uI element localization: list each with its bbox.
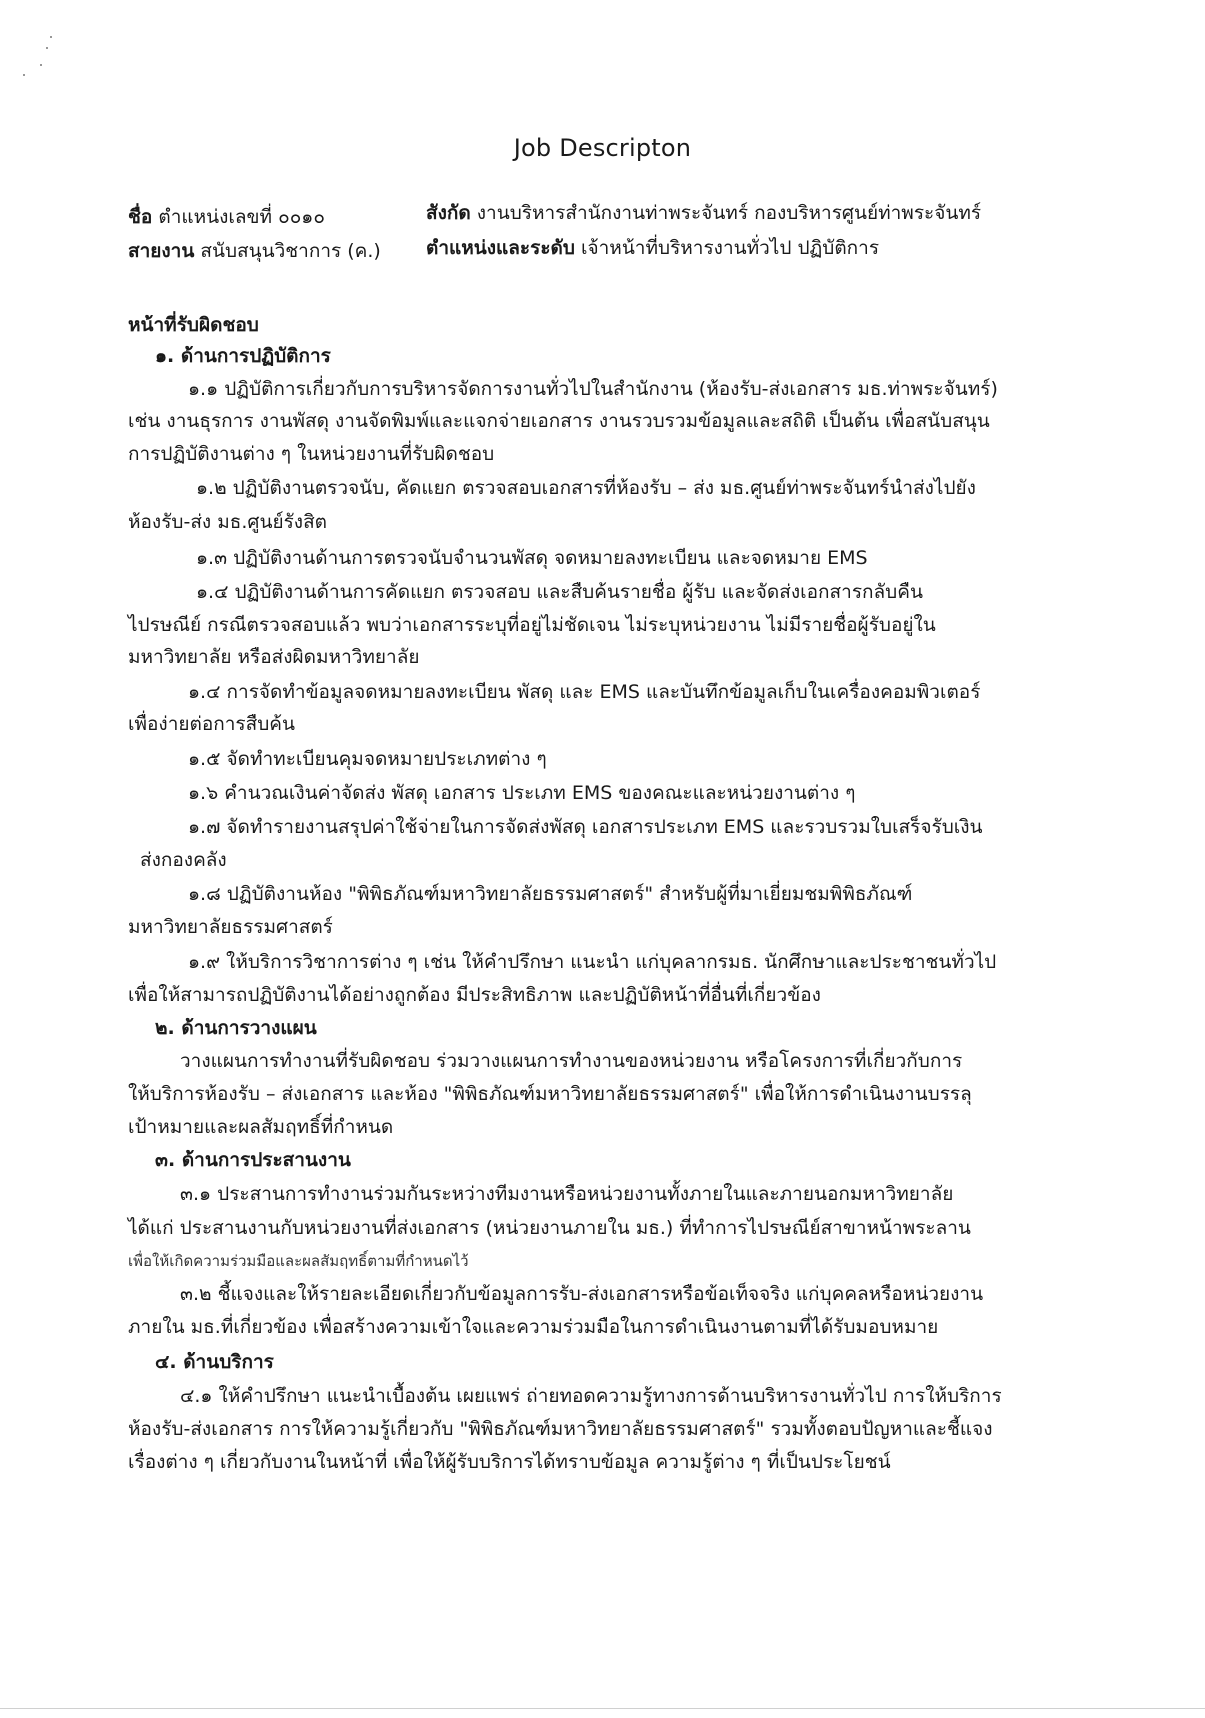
item-1-4b-line-2: เพื่อง่ายต่อการสืบค้น bbox=[128, 713, 295, 735]
name-value: ตำแหน่งเลขที่ ๐๐๑๐ bbox=[158, 206, 325, 228]
page-bottom-edge bbox=[0, 1708, 1205, 1709]
section-2-line-2: ให้บริการห้องรับ – ส่งเอกสาร และห้อง "พิพิธภัณฑ์มหาวิทยาลัยธรรมศาสตร์" เพื่อให้การดำเนินงานบรรลุ bbox=[128, 1083, 972, 1105]
header-position-row bbox=[426, 236, 879, 260]
item-4-1-line-1: ๔.๑ ให้คำปรึกษา แนะนำเบื้องต้น เผยแพร่ ถ่ายทอดความรู้ทางการด้านบริหารงานทั่วไป การให้บริการ bbox=[180, 1385, 1002, 1407]
position-value: เจ้าหน้าที่บริหารงานทั่วไป ปฏิบัติการ bbox=[581, 237, 880, 259]
item-3-1-line-2: ได้แก่ ประสานงานกับหน่วยงานที่ส่งเอกสาร (หน่วยงานภายใน มธ.) ที่ทำการไปรษณีย์สาขาหน้าพระลาน bbox=[128, 1217, 971, 1239]
line-label: สายงาน bbox=[128, 240, 195, 262]
item-1-4a-line-3: มหาวิทยาลัย หรือส่งผิดมหาวิทยาลัย bbox=[128, 646, 420, 668]
scan-speck bbox=[46, 47, 48, 49]
item-3-1-line-1: ๓.๑ ประสานการทำงานร่วมกันระหว่างทีมงานหรือหน่วยงานทั้งภายในและภายนอกมหาวิทยาลัย bbox=[180, 1183, 954, 1205]
item-1-9-line-1: ๑.๙ ให้บริการวิชาการต่าง ๆ เช่น ให้คำปรึกษา แนะนำ แก่บุคลากรมธ. นักศึกษาและประชาชนทั่วไป bbox=[188, 951, 997, 973]
line-value: สนับสนุนวิชาการ (ค.) bbox=[200, 240, 381, 262]
item-3-2-line-1: ๓.๒ ชี้แจงและให้รายละเอียดเกี่ยวกับข้อมูลการรับ-ส่งเอกสารหรือข้อเท็จจริง แก่บุคคลหรือหน่วยงาน bbox=[180, 1283, 984, 1305]
scan-speck bbox=[23, 74, 25, 76]
item-1-4a-line-1: ๑.๔ ปฏิบัติงานด้านการคัดแยก ตรวจสอบ และสืบค้นรายชื่อ ผู้รับ และจัดส่งเอกสารกลับคืน bbox=[196, 581, 923, 603]
item-1-2-line-2: ห้องรับ-ส่ง มธ.ศูนย์รังสิต bbox=[128, 511, 328, 533]
item-1-1-line-1: ๑.๑ ปฏิบัติการเกี่ยวกับการบริหารจัดการงานทั่วไปในสำนักงาน (ห้องรับ-ส่งเอกสาร มธ.ท่าพระจันทร์) bbox=[188, 378, 998, 400]
section-2-line-3: เป้าหมายและผลสัมฤทธิ์ที่กำหนด bbox=[128, 1116, 394, 1138]
section-2-line-1: วางแผนการทำงานที่รับผิดชอบ ร่วมวางแผนการทำงานของหน่วยงาน หรือโครงการที่เกี่ยวกับการ bbox=[180, 1050, 963, 1072]
item-1-3-line-1: ๑.๓ ปฏิบัติงานด้านการตรวจนับจำนวนพัสดุ จดหมายลงทะเบียน และจดหมาย EMS bbox=[196, 547, 868, 569]
item-1-1-line-3: การปฏิบัติงานต่าง ๆ ในหน่วยงานที่รับผิดชอบ bbox=[128, 443, 495, 465]
item-1-8-line-2: มหาวิทยาลัยธรรมศาสตร์ bbox=[128, 916, 333, 938]
item-1-5-line-1: ๑.๕ จัดทำทะเบียนคุมจดหมายประเภทต่าง ๆ bbox=[188, 748, 547, 770]
item-3-1-line-3: เพื่อให้เกิดความร่วมมือและผลสัมฤทธิ์ตามที่กำหนดไว้ bbox=[128, 1252, 469, 1270]
section-3-heading: ๓. ด้านการประสานงาน bbox=[155, 1149, 351, 1171]
section-4-heading: ๔. ด้านบริการ bbox=[155, 1351, 274, 1373]
scan-speck bbox=[40, 64, 42, 66]
item-4-1-line-2: ห้องรับ-ส่งเอกสาร การให้ความรู้เกี่ยวกับ "พิพิธภัณฑ์มหาวิทยาลัยธรรมศาสตร์" รวมทั้งตอบปัญหาและชี้แจง bbox=[128, 1418, 993, 1440]
responsibilities-heading: หน้าที่รับผิดชอบ bbox=[128, 314, 259, 336]
affiliation-label: สังกัด bbox=[426, 202, 471, 224]
item-1-7-line-2: ส่งกองคลัง bbox=[140, 849, 227, 871]
item-1-1-line-2: เช่น งานธุรการ งานพัสดุ งานจัดพิมพ์และแจกจ่ายเอกสาร งานรวบรวมข้อมูลและสถิติ เป็นต้น เพื่อสนับสนุน bbox=[128, 410, 990, 432]
item-4-1-line-3: เรื่องต่าง ๆ เกี่ยวกับงานในหน้าที่ เพื่อให้ผู้รับบริการได้ทราบข้อมูล ความรู้ต่าง ๆ ที่เป็นประโยชน์ bbox=[128, 1451, 891, 1473]
header-name-row bbox=[128, 205, 325, 229]
affiliation-value: งานบริหารสำนักงานท่าพระจันทร์ กองบริหารศูนย์ท่าพระจันทร์ bbox=[476, 202, 982, 224]
section-2-heading: ๒. ด้านการวางแผน bbox=[155, 1017, 317, 1039]
header-affiliation-row bbox=[426, 201, 981, 225]
item-1-7-line-1: ๑.๗ จัดทำรายงานสรุปค่าใช้จ่ายในการจัดส่งพัสดุ เอกสารประเภท EMS และรวบรวมใบเสร็จรับเงิน bbox=[188, 816, 983, 838]
item-1-2-line-1: ๑.๒ ปฏิบัติงานตรวจนับ, คัดแยก ตรวจสอบเอกสารที่ห้องรับ – ส่ง มธ.ศูนย์ท่าพระจันทร์นำส่งไปยัง bbox=[196, 477, 976, 499]
section-1-heading: ๑. ด้านการปฏิบัติการ bbox=[155, 345, 331, 367]
item-1-9-line-2: เพื่อให้สามารถปฏิบัติงานได้อย่างถูกต้อง มีประสิทธิภาพ และปฏิบัติหน้าที่อื่นที่เกี่ยวข้อง bbox=[128, 984, 821, 1006]
item-3-2-line-2: ภายใน มธ.ที่เกี่ยวข้อง เพื่อสร้างความเข้าใจและความร่วมมือในการดำเนินงานตามที่ได้รับมอบหมาย bbox=[128, 1316, 939, 1338]
item-1-4b-line-1: ๑.๔ การจัดทำข้อมูลจดหมายลงทะเบียน พัสดุ และ EMS และบันทึกข้อมูลเก็บในเครื่องคอมพิวเตอร์ bbox=[188, 681, 981, 703]
document-title: Job Descripton bbox=[513, 134, 692, 162]
header-line-row bbox=[128, 239, 381, 263]
position-label: ตำแหน่งและระดับ bbox=[426, 237, 575, 259]
item-1-4a-line-2: ไปรษณีย์ กรณีตรวจสอบแล้ว พบว่าเอกสารระบุที่อยู่ไม่ชัดเจน ไม่ระบุหน่วยงาน ไม่มีรายชื่อผู้รับอยู่ใน bbox=[128, 614, 936, 636]
item-1-8-line-1: ๑.๘ ปฏิบัติงานห้อง "พิพิธภัณฑ์มหาวิทยาลัยธรรมศาสตร์" สำหรับผู้ที่มาเยี่ยมชมพิพิธภัณฑ์ bbox=[188, 883, 913, 905]
name-label: ชื่อ bbox=[128, 206, 153, 228]
item-1-6-line-1: ๑.๖ คำนวณเงินค่าจัดส่ง พัสดุ เอกสาร ประเภท EMS ของคณะและหน่วยงานต่าง ๆ bbox=[188, 782, 856, 804]
scan-speck bbox=[50, 36, 52, 38]
